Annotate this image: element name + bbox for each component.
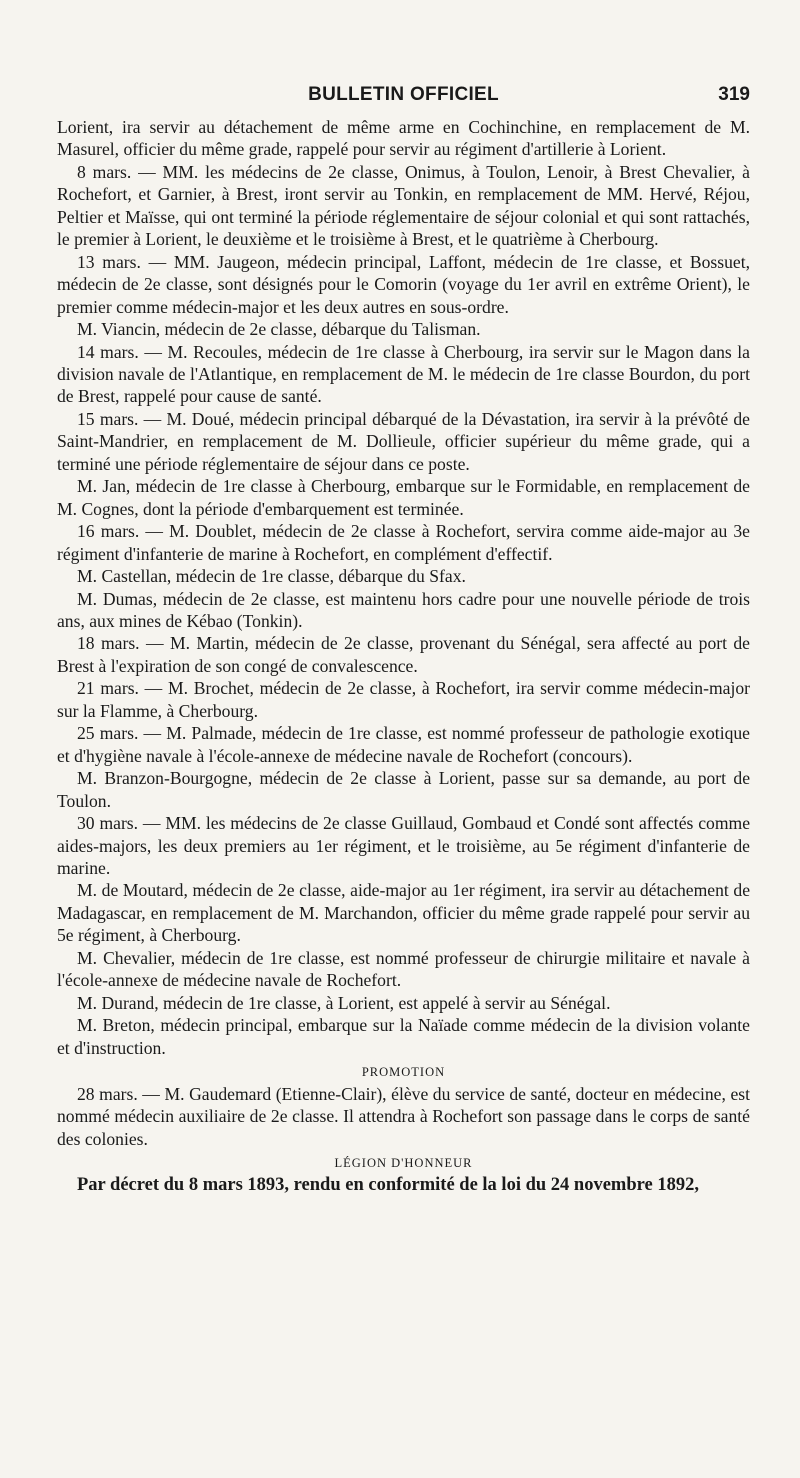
promotion-heading: PROMOTION <box>361 1065 446 1080</box>
paragraph: 13 mars. — MM. Jaugeon, médecin principal, Laffont, médecin de 1re classe, et Bossuet, médecin de 2e classe, sont désignés pour le Comorin (voyage du 1er avril en extrême Orient), le premier comme médecin-major et les deux autres en sous-ordre. <box>57 251 750 317</box>
paragraph: 8 mars. — MM. les médecins de 2e classe, Onimus, à Toulon, Lenoir, à Brest Chevalier, à Rochefort, et Garnier, à Brest, iront servir au Tonkin, en remplacement de MM. Hervé, Réjou, Peltier et Maïsse, qui ont terminé la période réglementaire de séjour colonial et qui sont rattachés, le premier à Lorient, le deuxième et le troisième à Brest, et le quatrième à Cherbourg. <box>57 161 750 250</box>
paragraph: M. Branzon-Bourgogne, médecin de 2e classe à Lorient, passe sur sa demande, au port de Toulon. <box>57 768 750 811</box>
running-title: BULLETIN OFFICIEL <box>308 84 499 105</box>
paragraph: 21 mars. — M. Brochet, médecin de 2e classe, à Rochefort, ira servir comme médecin-major sur la Flamme, à Cherbourg. <box>57 678 750 721</box>
paragraph: 18 mars. — M. Martin, médecin de 2e classe, provenant du Sénégal, sera affecté au port de Brest à l'expiration de son congé de convalescence. <box>57 633 750 676</box>
paragraph: 30 mars. — MM. les médecins de 2e classe Guillaud, Gombaud et Condé sont affectés comme aides-majors, les deux premiers au 1er régiment, et le troisième, au 5e régiment d'infanterie de marine. <box>57 813 750 878</box>
paragraph: M. Chevalier, médecin de 1re classe, est nommé professeur de chirurgie militaire et navale à l'école-annexe de médecine navale de Rochefort. <box>57 947 750 991</box>
paragraph: M. Viancin, médecin de 2e classe, débarque du Talisman. <box>77 319 481 340</box>
paragraph: 15 mars. — M. Doué, médecin principal débarqué de la Dévastation, ira servir à la prévôté de Saint-Mandrier, en remplacement de M. Dollieule, officier supérieur du même grade, qui a terminé une période réglementaire de séjour dans ce poste. <box>57 408 750 474</box>
paragraph: M. Jan, médecin de 1re classe à Cherbourg, embarque sur le Formidable, en remplacement de M. Cognes, dont la période d'embarquement est terminée. <box>57 476 750 519</box>
page-number: 319 <box>718 84 750 105</box>
page-header <box>57 78 750 110</box>
promotion-paragraph: 28 mars. — M. Gaudemard (Etienne-Clair), élève du service de santé, docteur en médecine, est nommé médecin auxiliaire de 2e classe. Il attendra à Rochefort son passage dans le corps de santé des colonies. <box>57 1084 750 1149</box>
paragraph: M. de Moutard, médecin de 2e classe, aide-major au 1er régiment, ira servir au détachement de Madagascar, en remplacement de M. Marchandon, officier du même grade rappelé pour servir au 5e régiment, à Cherbourg. <box>57 880 750 946</box>
paragraph: M. Castellan, médecin de 1re classe, débarque du Sfax. <box>77 566 466 587</box>
paragraph: M. Dumas, médecin de 2e classe, est maintenu hors cadre pour une nouvelle période de trois ans, aux mines de Kébao (Tonkin). <box>57 588 750 631</box>
legion-heading: LÉGION D'HONNEUR <box>334 1156 473 1171</box>
legion-paragraph: Par décret du 8 mars 1893, rendu en conformité de la loi du 24 novembre 1892, <box>77 1175 699 1196</box>
paragraph: 25 mars. — M. Palmade, médecin de 1re classe, est nommé professeur de pathologie exotique et d'hygiène navale à l'école-annexe de médecine navale de Rochefort (concours). <box>57 723 750 766</box>
paragraph: M. Breton, médecin principal, embarque sur la Naïade comme médecin de la division volante et d'instruction. <box>57 1015 750 1058</box>
paragraph: 16 mars. — M. Doublet, médecin de 2e classe à Rochefort, servira comme aide-major au 3e régiment d'infanterie de marine à Rochefort, en complément d'effectif. <box>57 521 750 564</box>
paragraph: 14 mars. — M. Recoules, médecin de 1re classe à Cherbourg, ira servir sur le Magon dans la division navale de l'Atlantique, en remplacement de M. le médecin de 1re classe Bourdon, du port de Brest, rappelé pour cause de santé. <box>57 341 750 407</box>
paragraph: M. Durand, médecin de 1re classe, à Lorient, est appelé à servir au Sénégal. <box>77 992 611 1013</box>
paragraph: Lorient, ira servir au détachement de même arme en Cochinchine, en remplacement de M. Masurel, officier du même grade, rappelé pour servir au régiment d'artillerie à Lorient. <box>57 117 750 160</box>
body-text <box>57 116 750 1197</box>
